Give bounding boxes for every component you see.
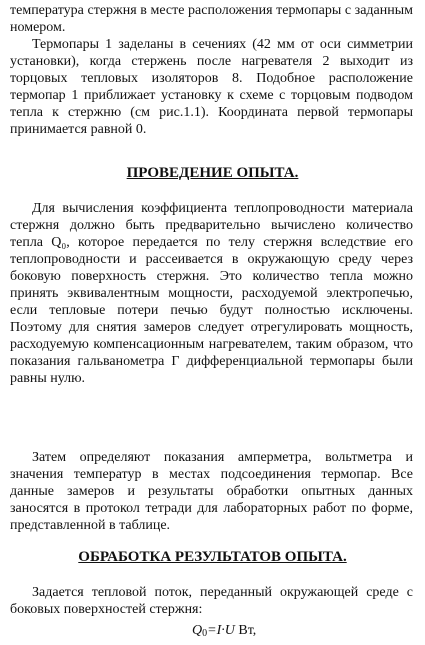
heading-processing: ОБРАБОТКА РЕЗУЛЬТАТОВ ОПЫТА.	[78, 549, 347, 565]
formula-q: Q	[192, 623, 203, 638]
paragraph-processing: Задается тепловой поток, переданный окружающей среде с боковых поверхностей стержня:	[10, 585, 413, 617]
paragraph-top: температура стержня в месте расположения термопары с заданным номером.	[10, 3, 413, 35]
heading-experiment: ПРОВЕДЕНИЕ ОПЫТА.	[126, 165, 299, 181]
paragraph-experiment-1: Для вычисления коэффициента теплопроводности материала стержня должно быть предварительно вычислено количество тепла Q₀, которое передается по телу стержня вследствие его теплопроводности и рассеивается в окружающую среду через боковую поверхность стержня. Это количество тепла можно принять эквивалентным мощности, расходуемой электропечью, если тепловые потери печью будут полностью исключены. Поэтому для снятия замеров следует отрегулировать мощность, расходуемую компенсационным нагревателем, таким образом, что показания гальванометра Г дифференциальной термопары были равны нулю.	[10, 201, 413, 386]
formula-rhs: =I·U	[207, 623, 235, 638]
paragraph-experiment-2: Затем определяют показания амперметра, вольтметра и значения температур в местах подсоединения термопар. Все данные замеров и результаты обработки опытных данных заносятся в протокол тетради для лабораторных работ по форме, представленной в таблице.	[10, 450, 413, 533]
heat-flow-formula	[192, 622, 256, 642]
formula-unit: Вт,	[234, 623, 257, 638]
formula-q-subscript: 0	[202, 628, 208, 639]
paragraph-thermocouples: Термопары 1 заделаны в сечениях (42 мм от оси симметрии установки), когда стержень после нагревателя 2 выходит из торцовых тепловых изоляторов 8. Подобное расположение термопар 1 приближает установку к схеме с торцовым подводом тепла к стержню (см рис.1.1). Координата первой термопары принимается равной 0.	[10, 37, 413, 137]
